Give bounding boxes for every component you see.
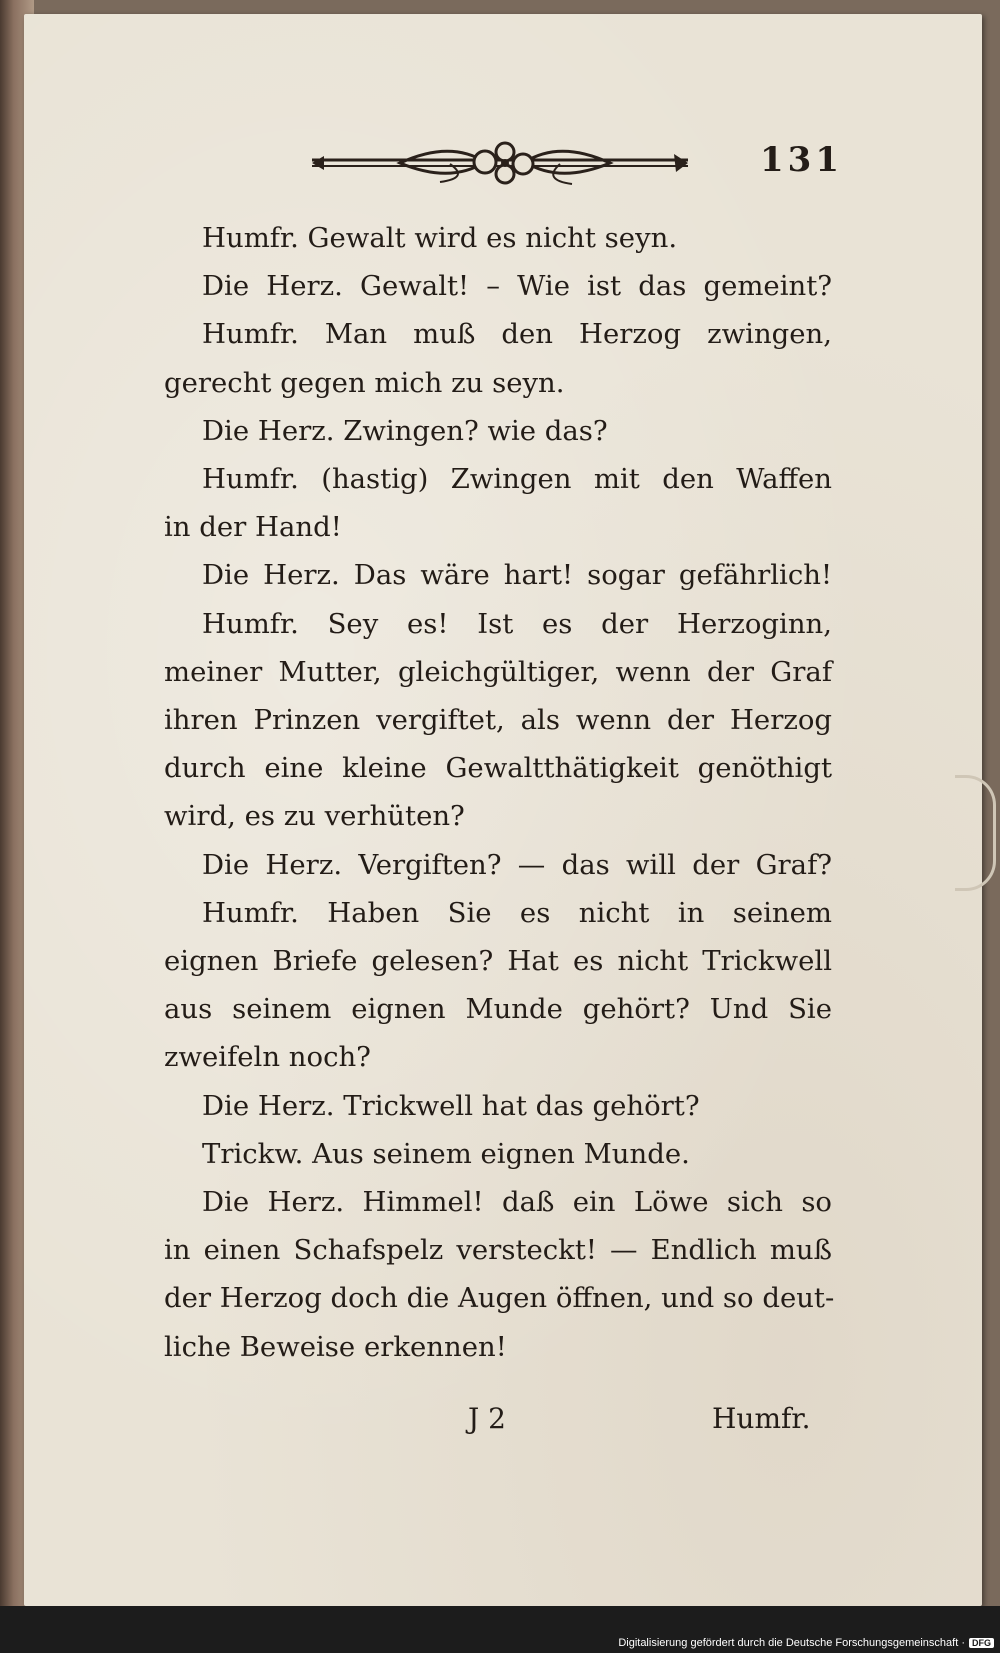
floral-ornament-icon [310, 138, 690, 194]
digitization-credit [618, 1637, 994, 1649]
scan-footer [0, 1606, 1000, 1653]
text-line: liche Beweise erkennen! [164, 1330, 507, 1363]
text-line: Die Herz. Trickwell hat das gehört? [202, 1089, 700, 1122]
page-number: 131 [760, 140, 843, 180]
dfg-logo: DFG [969, 1638, 994, 1648]
text-line: wird, es zu verhüten? [164, 800, 465, 833]
text-line: zweifeln noch? [164, 1041, 371, 1074]
text-line: aus seinem eignen Munde gehört? Und Sie [164, 993, 832, 1026]
text-line: ihren Prinzen vergiftet, als wenn der Herzog [164, 704, 832, 737]
text-line: Humfr. Man muß den Herzog zwingen, [202, 318, 832, 351]
text-line: Die Herz. Himmel! daß ein Löwe sich so [202, 1186, 832, 1219]
catchword: Humfr. [712, 1402, 811, 1435]
page-clip [955, 775, 996, 891]
text-line: meiner Mutter, gleichgültiger, wenn der Graf [164, 655, 832, 688]
text-line: Humfr. Gewalt wird es nicht seyn. [202, 222, 678, 254]
text-line: Die Herz. Vergiften? — das will der Graf? [202, 848, 832, 881]
text-line: durch eine kleine Gewaltthätigkeit genöthigt [164, 752, 832, 785]
text-line: in der Hand! [164, 511, 342, 544]
text-line: Die Herz. Zwingen? wie das? [202, 414, 608, 447]
text-line: Humfr. (hastig) Zwingen mit den Waffen [202, 463, 832, 496]
text-line: gerecht gegen mich zu seyn. [164, 366, 565, 399]
text-line: der Herzog doch die Augen öffnen, und so deut- [164, 1282, 835, 1315]
text-line: Humfr. Sey es! Ist es der Herzoginn, [202, 607, 832, 640]
text-line: Humfr. Haben Sie es nicht in seinem [202, 896, 832, 929]
text-line: Die Herz. Das wäre hart! sogar gefährlich! [202, 559, 832, 592]
signature-mark: J 2 [468, 1402, 506, 1435]
credit-text: Digitalisierung gefördert durch die Deutsche Forschungsgemeinschaft · [618, 1637, 965, 1649]
page-text [164, 214, 835, 1371]
text-line: in einen Schafspelz versteckt! — Endlich muß [164, 1234, 832, 1267]
text-line: Trickw. Aus seinem eignen Munde. [202, 1137, 690, 1170]
text-line: Die Herz. Gewalt! – Wie ist das gemeint? [202, 270, 832, 303]
text-line: eignen Briefe gelesen? Hat es nicht Trickwell [164, 945, 832, 978]
